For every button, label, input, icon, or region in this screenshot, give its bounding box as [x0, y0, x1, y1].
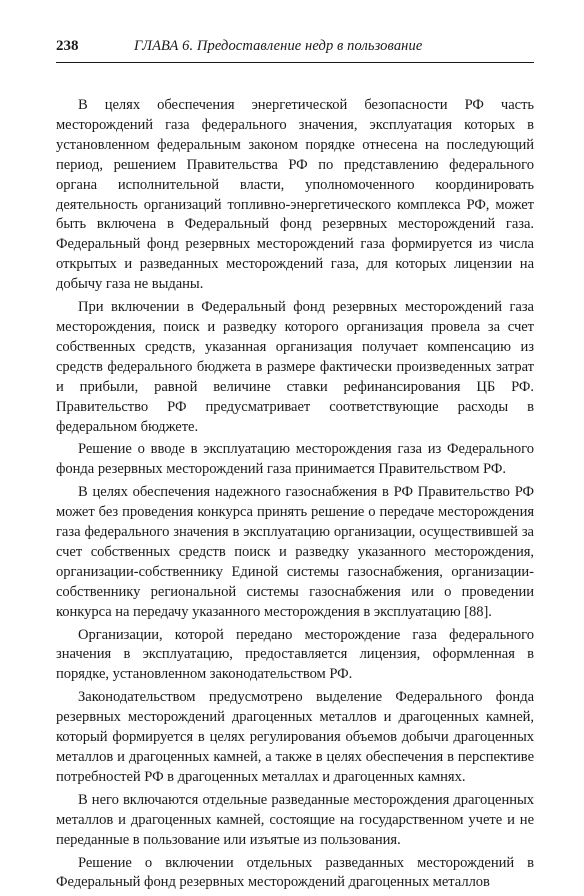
- body-text: [56, 96, 534, 893]
- paragraph: Законодательством предусмотрено выделение Федерального фонда резервных месторождений драгоценных металлов и драгоценных камней, который формируется в целях регулирования объемов добычи драгоценных металлов и драгоценных камней, а также в целях обеспечения в перспективе потребностей РФ в драгоценных металлах и драгоценных камнях.: [56, 689, 534, 785]
- paragraph: Организации, которой передано месторождение газа федерального значения в эксплуатацию, предоставляется лицензия, оформленная в порядке, установленном законодательством РФ.: [56, 626, 534, 683]
- paragraph: В целях обеспечения надежного газоснабжения в РФ Правительство РФ может без проведения конкурса принять решение о передаче месторождения газа федерального значения в эксплуатацию организации, осуществившей за счет собственных средств поиск и разведку указанного месторождения, организации-собственнику Единой системы газоснабжения, организации-собственнику региональной системы газоснабжения или о проведении конкурса на передачу указанного месторождения в эксплуатацию [88].: [56, 484, 534, 620]
- paragraph: В целях обеспечения энергетической безопасности РФ часть месторождений газа федерального значения, эксплуатация которых в установленном федеральным законом порядке отнесена на последующий период, решением Правительства РФ по представлению федерального органа исполнительной власти, уполномоченного координировать деятельность организаций топливно-энергетического комплекса РФ, может быть включена в Федеральный фонд резервных месторождений газа. Федеральный фонд резервных месторождений газа формируется из числа открытых и разведанных месторождений газа, для которых лицензии на добычу газа не выданы.: [56, 97, 534, 293]
- page-number: 238: [56, 38, 79, 54]
- page-header: [56, 38, 534, 63]
- paragraph: В него включаются отдельные разведанные месторождения драгоценных металлов и драгоценных камней, состоящие на государственном учете и не переданные в пользование или изъятые из пользования.: [56, 791, 534, 848]
- book-page: [56, 38, 534, 896]
- paragraph: Решение о вводе в эксплуатацию месторождения газа из Федерального фонда резервных месторождений газа принимается Правительством РФ.: [56, 441, 534, 478]
- paragraph: Решение о включении отдельных разведанных месторождений в Федеральный фонд резервных месторождений драгоценных металлов: [56, 854, 534, 891]
- running-title: ГЛАВА 6. Предоставление недр в пользование: [134, 38, 423, 54]
- paragraph: При включении в Федеральный фонд резервных месторождений газа месторождения, поиск и разведку которого организация провела за счет собственных средств, указанная организация получает компенсацию из средств федерального бюджета в размере фактически произведенных затрат и прибыли, равной величине ставки рефинансирования ЦБ РФ. Правительство РФ предусматривает соответствующие расходы в федеральном бюджете.: [56, 299, 534, 435]
